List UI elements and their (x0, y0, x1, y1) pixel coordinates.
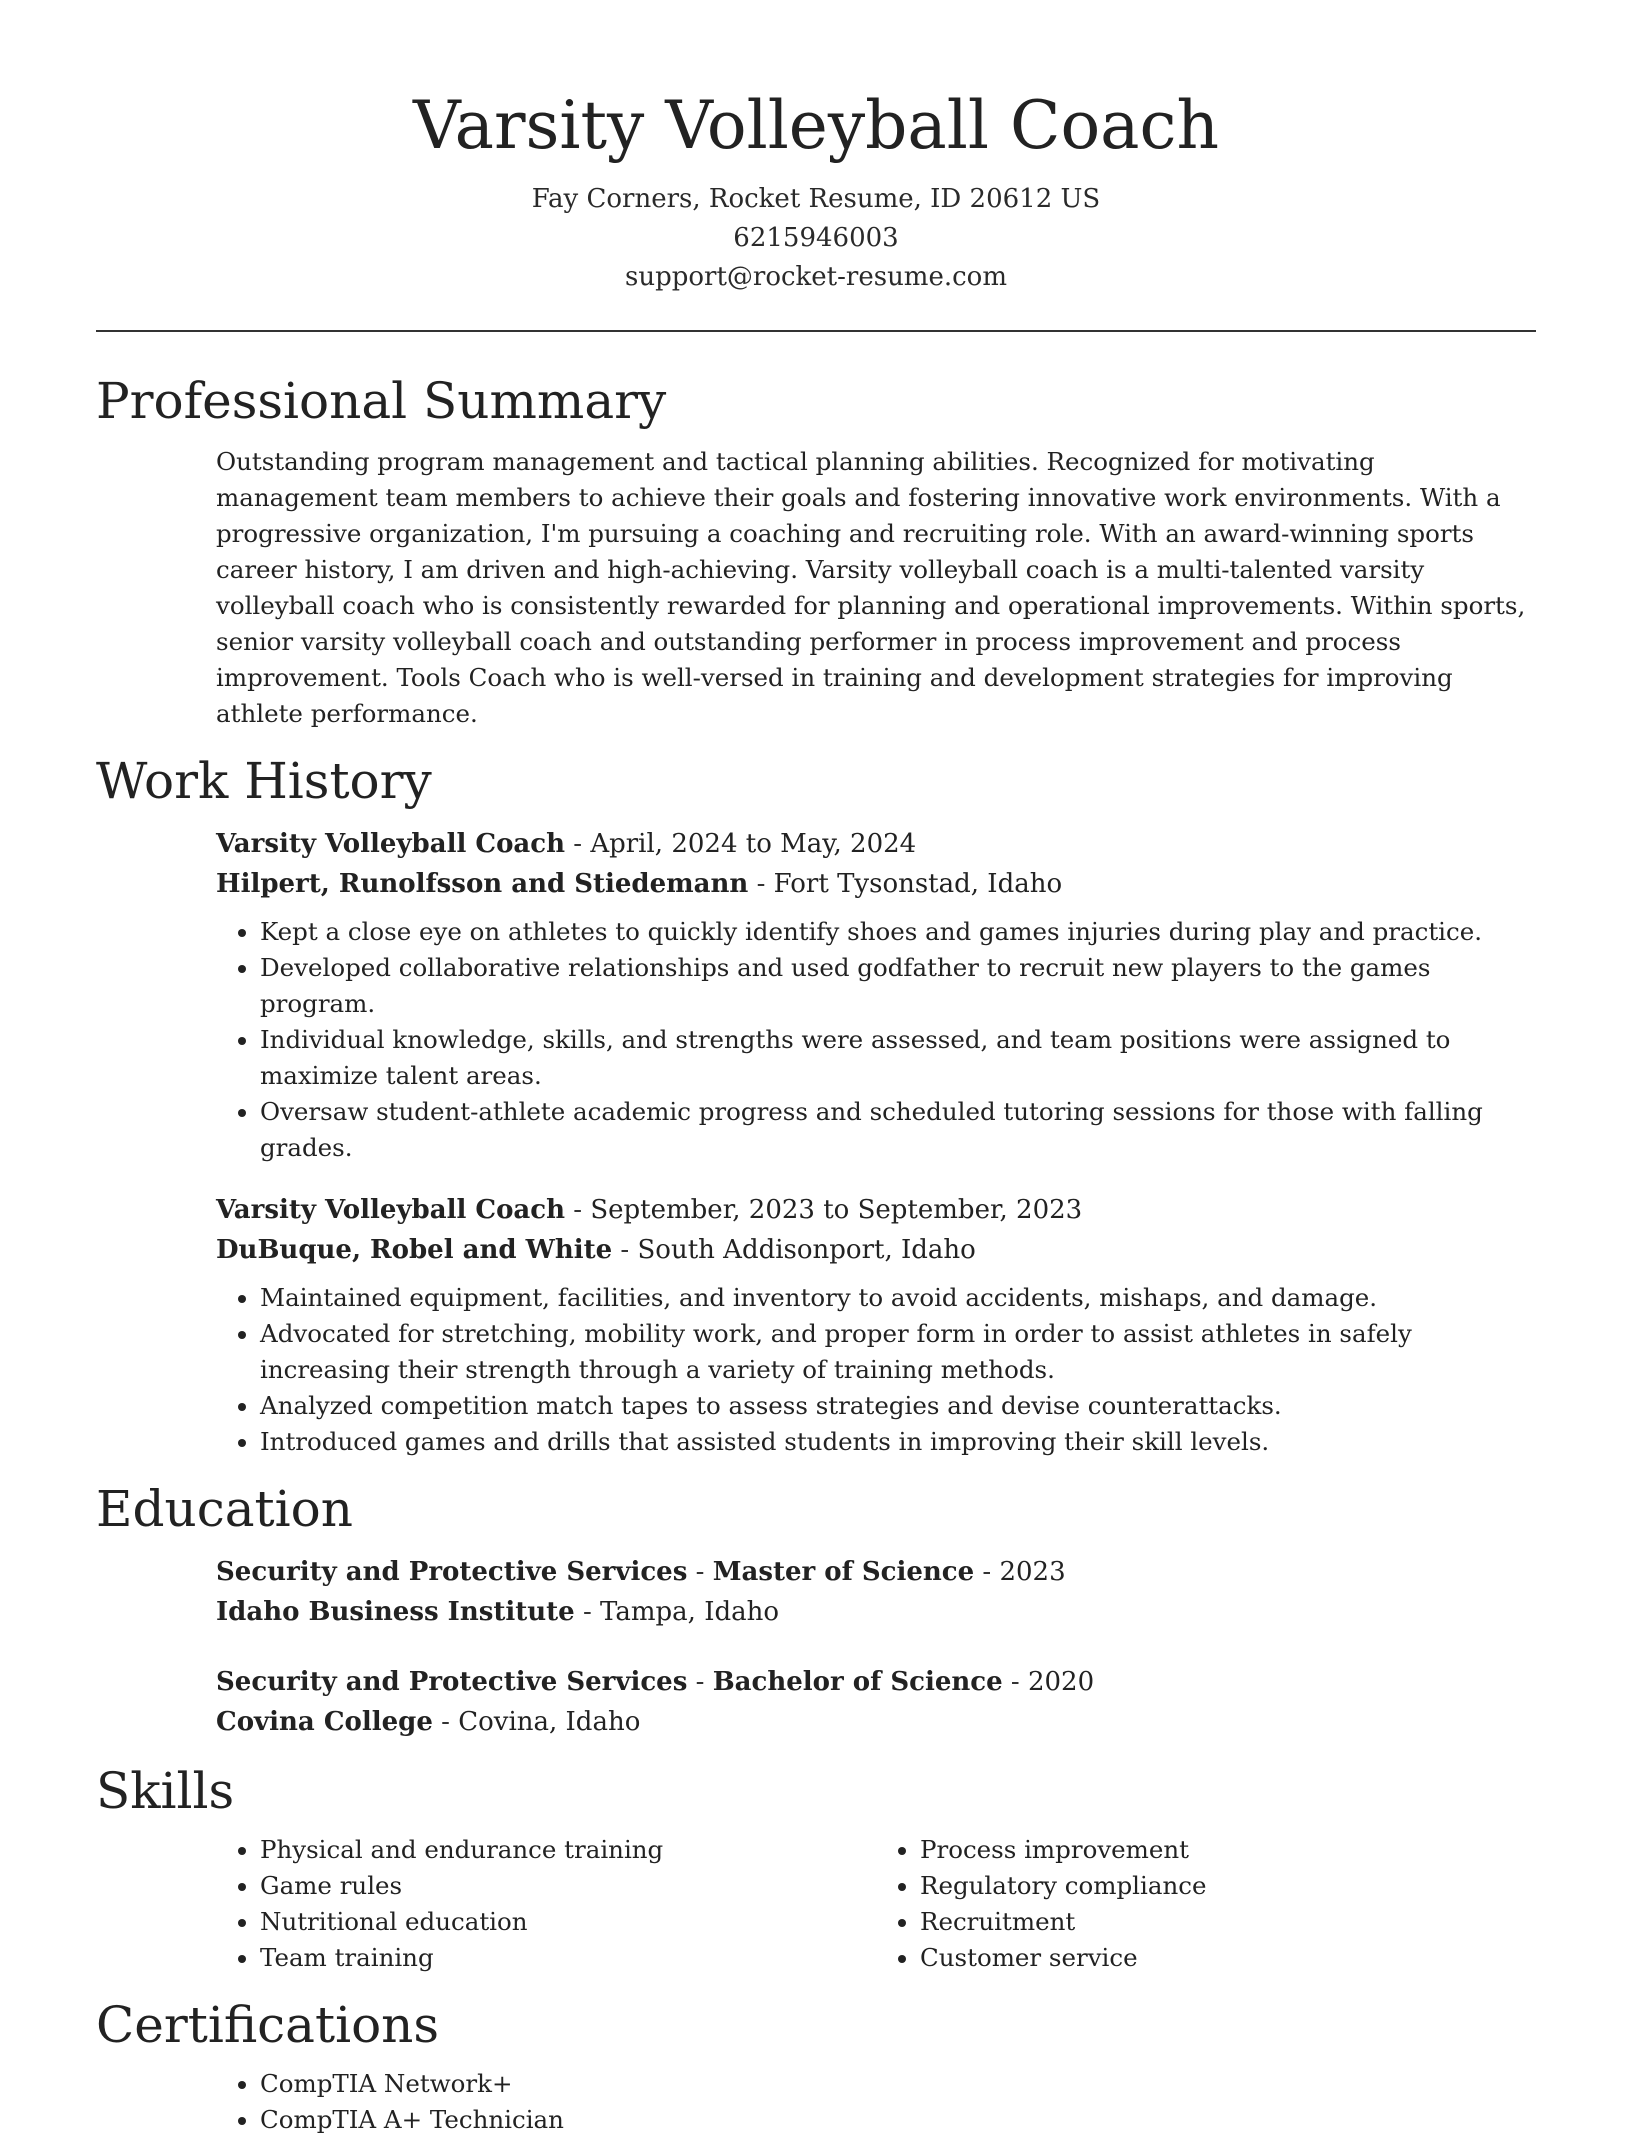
separator: - (974, 1557, 1000, 1587)
list-item: • CompTIA Network+ (260, 2066, 1536, 2102)
job-company: DuBuque, Robel and White (216, 1235, 613, 1265)
separator: - (565, 1195, 591, 1225)
list-item: • Advocated for stretching, mobility work, and proper form in order to assist athletes in safely increasing their strength through a variety of training methods. (260, 1316, 1536, 1388)
contact-email: support@rocket-resume.com (624, 262, 1007, 292)
education-school: Covina College (216, 1707, 433, 1737)
section-professional-summary (96, 370, 1536, 732)
separator: - (574, 1597, 601, 1627)
education-year: 2020 (1027, 1667, 1095, 1697)
job-company-line (216, 1230, 1536, 1270)
separator: - (687, 1557, 713, 1587)
job-bullets (216, 914, 1536, 1166)
list-item: • Analyzed competition match tapes to assess strategies and devise counterattacks. (260, 1388, 1536, 1424)
section-title-work: Work History (96, 752, 432, 810)
education-entries (216, 1552, 1536, 1742)
list-item: • Nutritional education (260, 1904, 876, 1940)
header-divider (96, 330, 1536, 332)
summary-text: Outstanding program management and tactical planning abilities. Recognized for motivating management team members to achieve their goals and fostering innovative work environments. With a progressive organization, I'm pursuing a coaching and recruiting role. With an award-winning sports career history, I am driven and high-achieving. Varsity volleyball coach is a multi-talented varsity volleyball coach who is consistently rewarded for planning and operational improvements. Within sports, senior varsity volleyball coach and outstanding performer in process improvement and process improvement. Tools Coach who is well-versed in training and development strategies for improving athlete performance. (216, 447, 1526, 728)
list-item: • Physical and endurance training (260, 1832, 876, 1868)
education-field: Security and Protective Services (216, 1557, 688, 1587)
job-company-line (216, 864, 1536, 904)
certifications-list (216, 2066, 1536, 2138)
job-title-line (216, 1190, 1536, 1230)
job-title-line (216, 824, 1536, 864)
section-education (96, 1478, 1536, 1742)
education-school-line (216, 1702, 1536, 1742)
education-location: Tampa, Idaho (600, 1597, 780, 1627)
list-item: • Recruitment (920, 1904, 1536, 1940)
section-title-education: Education (96, 1480, 353, 1538)
job-location: South Addisonport, Idaho (637, 1235, 976, 1265)
education-degree-line (216, 1552, 1536, 1592)
skills-body (216, 1832, 1536, 1976)
section-title-skills: Skills (96, 1762, 235, 1820)
section-work-history (96, 750, 1536, 1460)
education-school-line (216, 1592, 1536, 1632)
section-skills (96, 1760, 1536, 1976)
section-certifications (96, 1994, 1536, 2138)
candidate-name: Varsity Volleyball Coach (412, 87, 1220, 164)
section-title-certifications: Certifications (96, 1996, 440, 2054)
job-company: Hilpert, Runolfsson and Stiedemann (216, 869, 749, 899)
contact-address: Fay Corners, Rocket Resume, ID 20612 US (531, 184, 1101, 214)
skills-list-left (216, 1832, 876, 1976)
list-item: • Developed collaborative relationships and used godfather to recruit new players to the games program. (260, 950, 1536, 1022)
separator: - (748, 869, 774, 899)
list-item: • Team training (260, 1940, 876, 1976)
job-role: Varsity Volleyball Coach (216, 1195, 565, 1225)
list-item: • Kept a close eye on athletes to quickly identify shoes and games injuries during play and practice. (260, 914, 1536, 950)
education-degree-line (216, 1662, 1536, 1702)
certifications-body (216, 2066, 1536, 2138)
resume-header (96, 0, 1536, 297)
separator: - (1002, 1667, 1028, 1697)
list-item: • Maintained equipment, facilities, and inventory to avoid accidents, mishaps, and damage. (260, 1280, 1536, 1316)
resume-page (96, 0, 1536, 2138)
list-item: • Process improvement (920, 1832, 1536, 1868)
job-entry (216, 824, 1536, 1166)
separator: - (432, 1707, 459, 1737)
list-item: • Game rules (260, 1868, 876, 1904)
section-title-summary: Professional Summary (96, 372, 667, 430)
job-role: Varsity Volleyball Coach (216, 829, 565, 859)
job-location: Fort Tysonstad, Idaho (773, 869, 1063, 899)
separator: - (565, 829, 591, 859)
list-item: • CompTIA A+ Technician (260, 2102, 1536, 2138)
education-entry (216, 1662, 1536, 1742)
skills-grid (216, 1832, 1536, 1976)
contact-phone: 6215946003 (733, 223, 899, 253)
job-dates: September, 2023 to September, 2023 (590, 1195, 1083, 1225)
list-item: • Introduced games and drills that assisted students in improving their skill levels. (260, 1424, 1536, 1460)
job-entry (216, 1190, 1536, 1460)
education-year: 2023 (999, 1557, 1066, 1587)
job-bullets (216, 1280, 1536, 1460)
education-degree: Master of Science (712, 1557, 975, 1587)
separator: - (687, 1667, 713, 1697)
education-location: Covina, Idaho (458, 1707, 641, 1737)
contact-info (96, 180, 1536, 297)
job-dates: April, 2024 to May, 2024 (590, 829, 917, 859)
list-item: • Oversaw student-athlete academic progress and scheduled tutoring sessions for those with falling grades. (260, 1094, 1536, 1166)
separator: - (612, 1235, 638, 1265)
work-entries (216, 824, 1536, 1460)
list-item: • Customer service (920, 1940, 1536, 1976)
skills-list-right (876, 1832, 1536, 1976)
education-school: Idaho Business Institute (216, 1597, 575, 1627)
education-degree: Bachelor of Science (712, 1667, 1003, 1697)
list-item: • Regulatory compliance (920, 1868, 1536, 1904)
education-field: Security and Protective Services (216, 1667, 688, 1697)
list-item: • Individual knowledge, skills, and strengths were assessed, and team positions were assigned to maximize talent areas. (260, 1022, 1536, 1094)
education-entry (216, 1552, 1536, 1632)
